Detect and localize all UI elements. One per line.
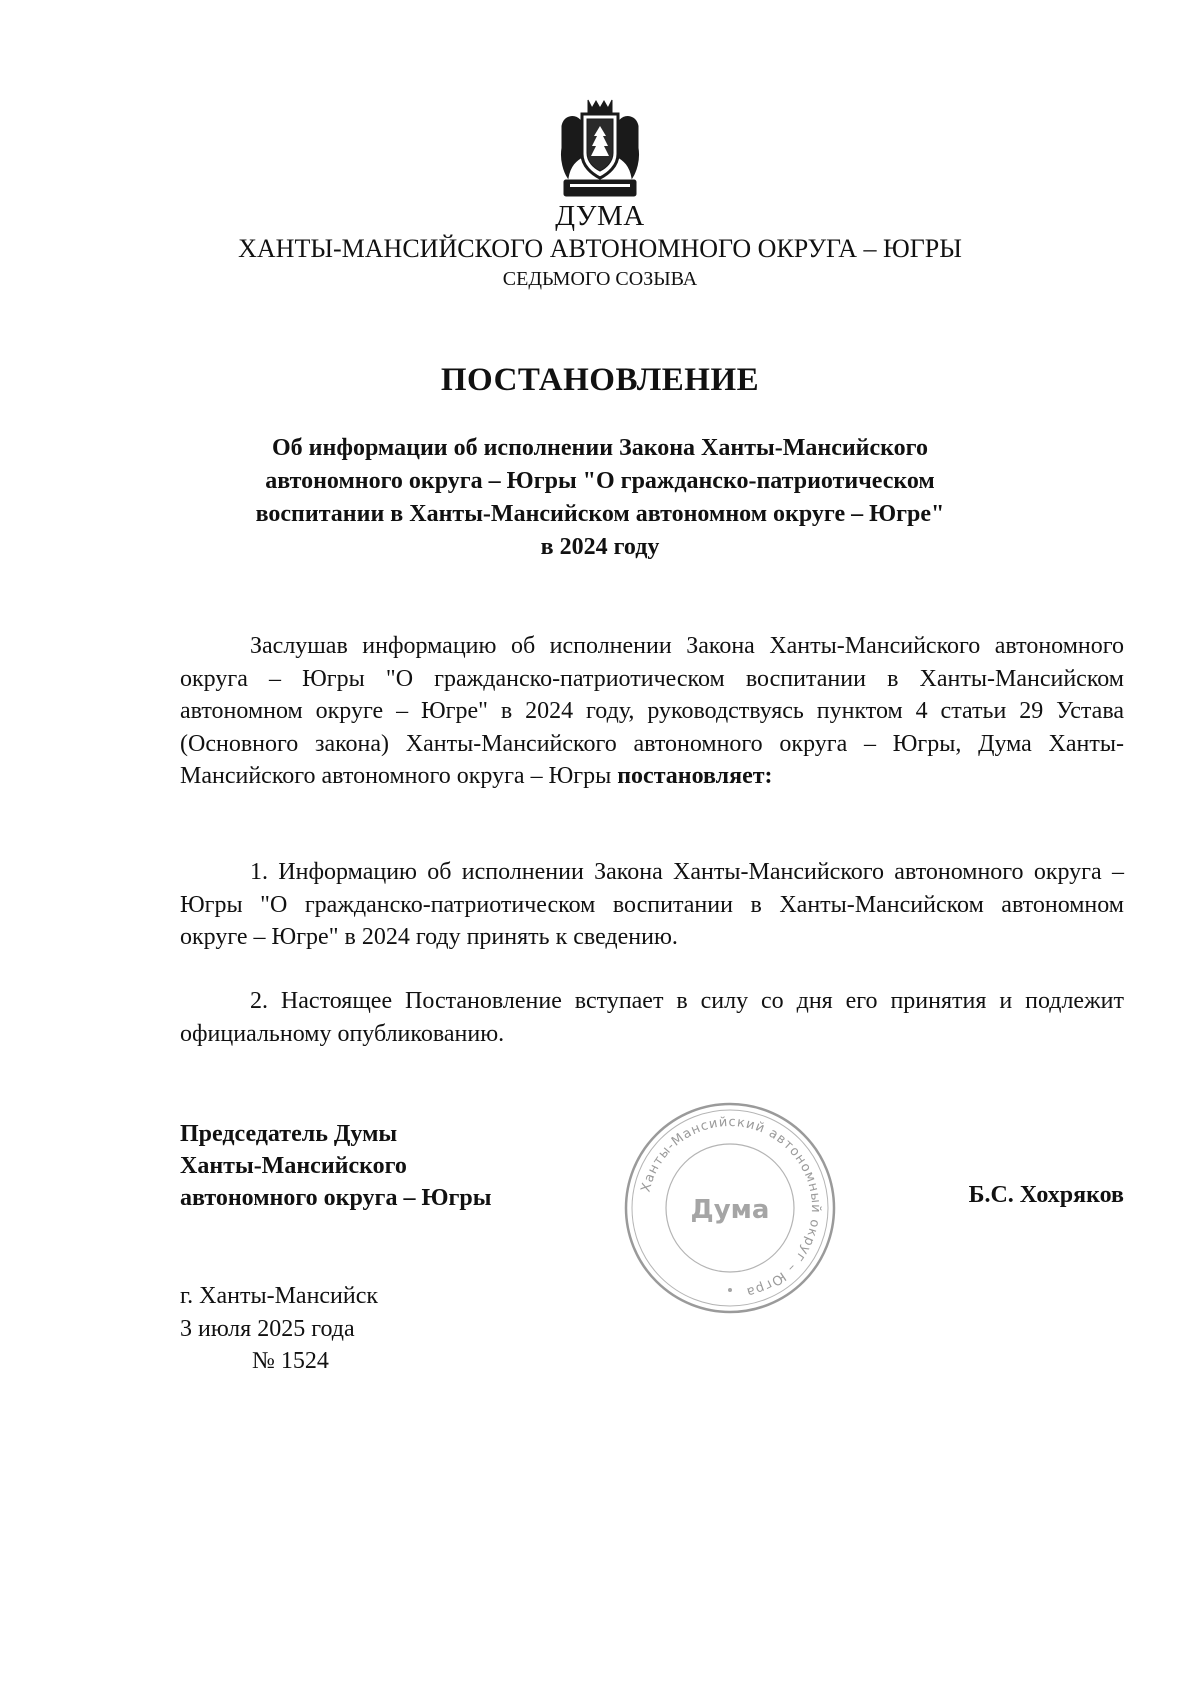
org-region: ХАНТЫ-МАНСИЙСКОГО АВТОНОМНОГО ОКРУГА – ЮГРЫ xyxy=(238,234,962,263)
signatory-name: Б.С. Хохряков xyxy=(968,1182,1124,1208)
official-seal xyxy=(620,1098,840,1318)
place-and-date xyxy=(180,1280,378,1378)
subject-line: в 2024 году xyxy=(540,534,660,560)
seal-ring-text: Ханты-Мансийский автономный округ – Югра xyxy=(638,1114,824,1300)
org-name: ДУМА xyxy=(555,200,645,232)
city: г. Ханты-Мансийск xyxy=(180,1283,379,1309)
coat-of-arms-emblem xyxy=(558,96,642,200)
document-subject xyxy=(230,432,970,564)
signatory-title-line: Председатель Думы xyxy=(180,1121,398,1147)
resolution-item-2: 2. Настоящее Постановление вступает в силу со дня его принятия и подлежит официальному опубликованию. xyxy=(180,988,1124,1047)
preamble-text: Заслушав информацию об исполнении Закона Ханты-Мансийского автономного округа – Югры "О гражданско-патриотическом воспитании в Ханты-Мансийском автономном округе – Югре" в 2024 году, руководствуясь пунктом 4 статьи 29 Устава (Основного закона) Ханты-Мансийского автономного округа – Югры, Дума Ханты-Мансийского автономного округа – Югры xyxy=(180,633,1124,789)
signatory-title xyxy=(180,1118,491,1214)
signatory-title-line: Ханты-Мансийского xyxy=(180,1153,407,1179)
document-date: 3 июля 2025 года xyxy=(180,1315,355,1342)
subject-line: воспитании в Ханты-Мансийском автономном округе – Югре" xyxy=(255,501,945,527)
resolution-item-1: 1. Информацию об исполнении Закона Ханты-Мансийского автономного округа – Югры "О гражданско-патриотическом воспитании в Ханты-Мансийском автономном округе – Югре" в 2024 году принять к сведению. xyxy=(180,859,1124,950)
signatory-title-line: автономного округа – Югры xyxy=(180,1185,492,1211)
decision-word: постановляет: xyxy=(617,763,773,789)
preamble-paragraph xyxy=(180,630,1124,793)
subject-line: Об информации об исполнении Закона Ханты-Мансийского xyxy=(272,435,928,461)
document-number: № 1524 xyxy=(252,1348,329,1374)
org-convocation: СЕДЬМОГО СОЗЫВА xyxy=(502,268,698,290)
seal-center-text: Дума xyxy=(690,1195,770,1225)
subject-line: автономного округа – Югры "О гражданско-патриотическом xyxy=(265,468,935,494)
document-type: ПОСТАНОВЛЕНИЕ xyxy=(440,362,760,398)
